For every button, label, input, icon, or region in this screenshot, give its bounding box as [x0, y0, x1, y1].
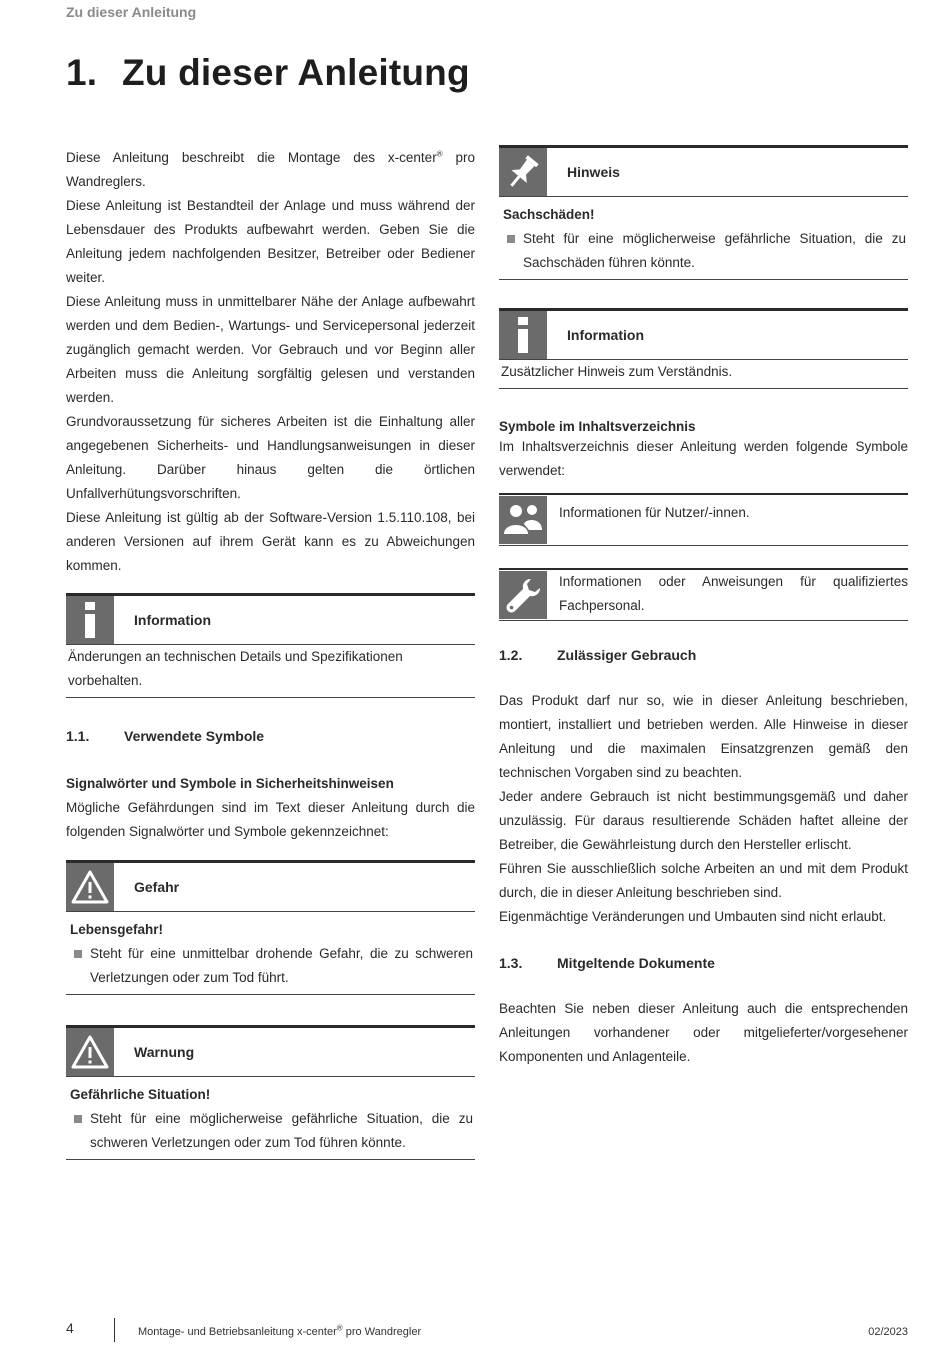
notice-subtitle: Lebensgefahr!	[70, 922, 164, 937]
section-heading-1-3	[499, 951, 908, 975]
users-symbol-text: Informationen für Nutzer/-innen.	[559, 505, 750, 520]
info-icon	[66, 596, 114, 644]
intro-paragraph-1: Diese Anleitung beschreibt die Montage des x-center® pro Wandreglers.	[66, 149, 475, 189]
footer-date: 02/2023	[868, 1326, 908, 1338]
toc-symbols-heading: Symbole im Inhaltsverzeichnis	[499, 419, 696, 434]
usage-paragraph-1: Das Produkt darf nur so, wie in dieser Anleitung beschrieben, montiert, installiert und betrieben werden. Alle Hinweise in dieser Anleitung und die maximalen Einsatzgrenzen gemäß den technischen Vorgaben sind zu beachten.	[499, 693, 908, 780]
section-number: 1.3.	[499, 955, 523, 971]
intro-paragraph-2: Diese Anleitung ist Bestandteil der Anlage und muss während der Lebensdauer des Produkts aufbewahrt werden. Geben Sie die Anleitung jedem nachfolgenden Besitzer, Betreiber oder Bediener weiter.	[66, 198, 475, 285]
info-icon	[499, 311, 547, 359]
hint-notice	[499, 145, 908, 280]
intro-paragraph-4: Grundvoraussetzung für sicheres Arbeiten ist die Einhaltung aller angegebenen Sicherheits- und Handlungsanweisungen in dieser Anleitung. Darüber hinaus gelten die örtlichen Unfallverhütungsvorschriften.	[66, 414, 475, 501]
signal-text: Mögliche Gefährdungen sind im Text dieser Anleitung durch die folgenden Signalwörter und Symbole gekennzeichnet:	[66, 800, 475, 839]
usage-paragraph-4: Eigenmächtige Veränderungen und Umbauten sind nicht erlaubt.	[499, 909, 887, 924]
notice-list-item	[505, 227, 906, 275]
chapter-number: 1.	[66, 52, 98, 93]
warning-triangle-icon	[66, 1028, 114, 1076]
section-title: Verwendete Symbole	[124, 728, 265, 744]
users-icon	[499, 496, 547, 544]
experts-symbol-row	[499, 568, 908, 621]
warning-notice	[66, 1025, 475, 1160]
chapter-title	[66, 52, 470, 94]
experts-symbol-text: Informationen oder Anweisungen für qualifiziertes Fachpersonal.	[559, 574, 908, 613]
notice-title: Hinweis	[567, 164, 620, 180]
page-number: 4	[66, 1320, 74, 1336]
section-number: 1.2.	[499, 647, 523, 663]
bullet	[74, 950, 82, 958]
notice-list-item	[72, 942, 473, 990]
notice-title: Information	[567, 327, 644, 343]
section-title: Zulässiger Gebrauch	[557, 647, 697, 663]
notice-title: Information	[134, 612, 211, 628]
wrench-icon	[499, 571, 547, 619]
running-header: Zu dieser Anleitung	[66, 4, 197, 20]
section-heading-1-2	[499, 643, 908, 667]
bullet	[74, 1115, 82, 1123]
information-notice	[66, 593, 475, 698]
notice-text: Zusätzlicher Hinweis zum Verständnis.	[501, 364, 733, 379]
notice-item-text: Steht für eine unmittelbar drohende Gefahr, die zu schweren Verletzungen oder zum Tod führt.	[90, 946, 473, 985]
left-column	[66, 146, 475, 1160]
danger-notice	[66, 860, 475, 995]
pushpin-icon	[499, 148, 547, 196]
section-title: Mitgeltende Dokumente	[557, 955, 715, 971]
notice-list-item	[72, 1107, 473, 1155]
warning-triangle-icon	[66, 863, 114, 911]
intro-paragraph-5: Diese Anleitung ist gültig ab der Software-Version 1.5.110.108, bei anderen Versionen auf ihrem Gerät kann es zu Abweichungen kommen.	[66, 510, 475, 573]
section-heading-1-1	[66, 724, 475, 748]
section-number: 1.1.	[66, 728, 90, 744]
notice-item-text: Steht für eine möglicherweise gefährliche Situation, die zu schweren Verletzungen oder zum Tod führen könnte.	[90, 1111, 473, 1150]
intro-paragraph-3: Diese Anleitung muss in unmittelbarer Nähe der Anlage aufbewahrt werden und dem Bedien-, Wartungs- und Servicepersonal jederzeit zugänglich gemacht werden. Vor Gebrauch und vor Beginn aller Arbeiten muss die Anleitung sorgfältig gelesen und verstanden werden.	[66, 294, 475, 405]
notice-item-text: Steht für eine möglicherweise gefährliche Situation, die zu Sachschäden führen könnte.	[523, 231, 906, 270]
usage-paragraph-3: Führen Sie ausschließlich solche Arbeiten an und mit dem Produkt durch, die in dieser Anleitung beschrieben sind.	[499, 861, 908, 900]
footer-divider	[114, 1318, 115, 1342]
usage-paragraph-2: Jeder andere Gebrauch ist nicht bestimmungsgemäß und daher unzulässig. Für daraus resultierende Schäden haftet alleine der Betreiber, die Gewährleistung durch den Hersteller erlischt.	[499, 789, 908, 852]
bullet	[507, 235, 515, 243]
documents-paragraph: Beachten Sie neben dieser Anleitung auch die entsprechenden Anleitungen vorhandener oder mitgelieferter/vorgesehener Komponenten und Anlagenteile.	[499, 1001, 908, 1064]
signal-heading: Signalwörter und Symbole in Sicherheitshinweisen	[66, 776, 394, 791]
information-notice-2	[499, 308, 908, 389]
notice-title: Warnung	[134, 1044, 195, 1060]
footer-title: Montage- und Betriebsanleitung x-center® pro Wandregler	[138, 1323, 422, 1338]
toc-symbols-text: Im Inhaltsverzeichnis dieser Anleitung werden folgende Symbole verwendet:	[499, 439, 908, 478]
chapter-title-text: Zu dieser Anleitung	[122, 52, 470, 93]
notice-title: Gefahr	[134, 879, 180, 895]
notice-text: Änderungen an technischen Details und Spezifikationen vorbehalten.	[68, 649, 403, 688]
right-column	[499, 145, 908, 1069]
notice-subtitle: Sachschäden!	[503, 207, 595, 222]
users-symbol-row	[499, 493, 908, 546]
notice-subtitle: Gefährliche Situation!	[70, 1087, 211, 1102]
